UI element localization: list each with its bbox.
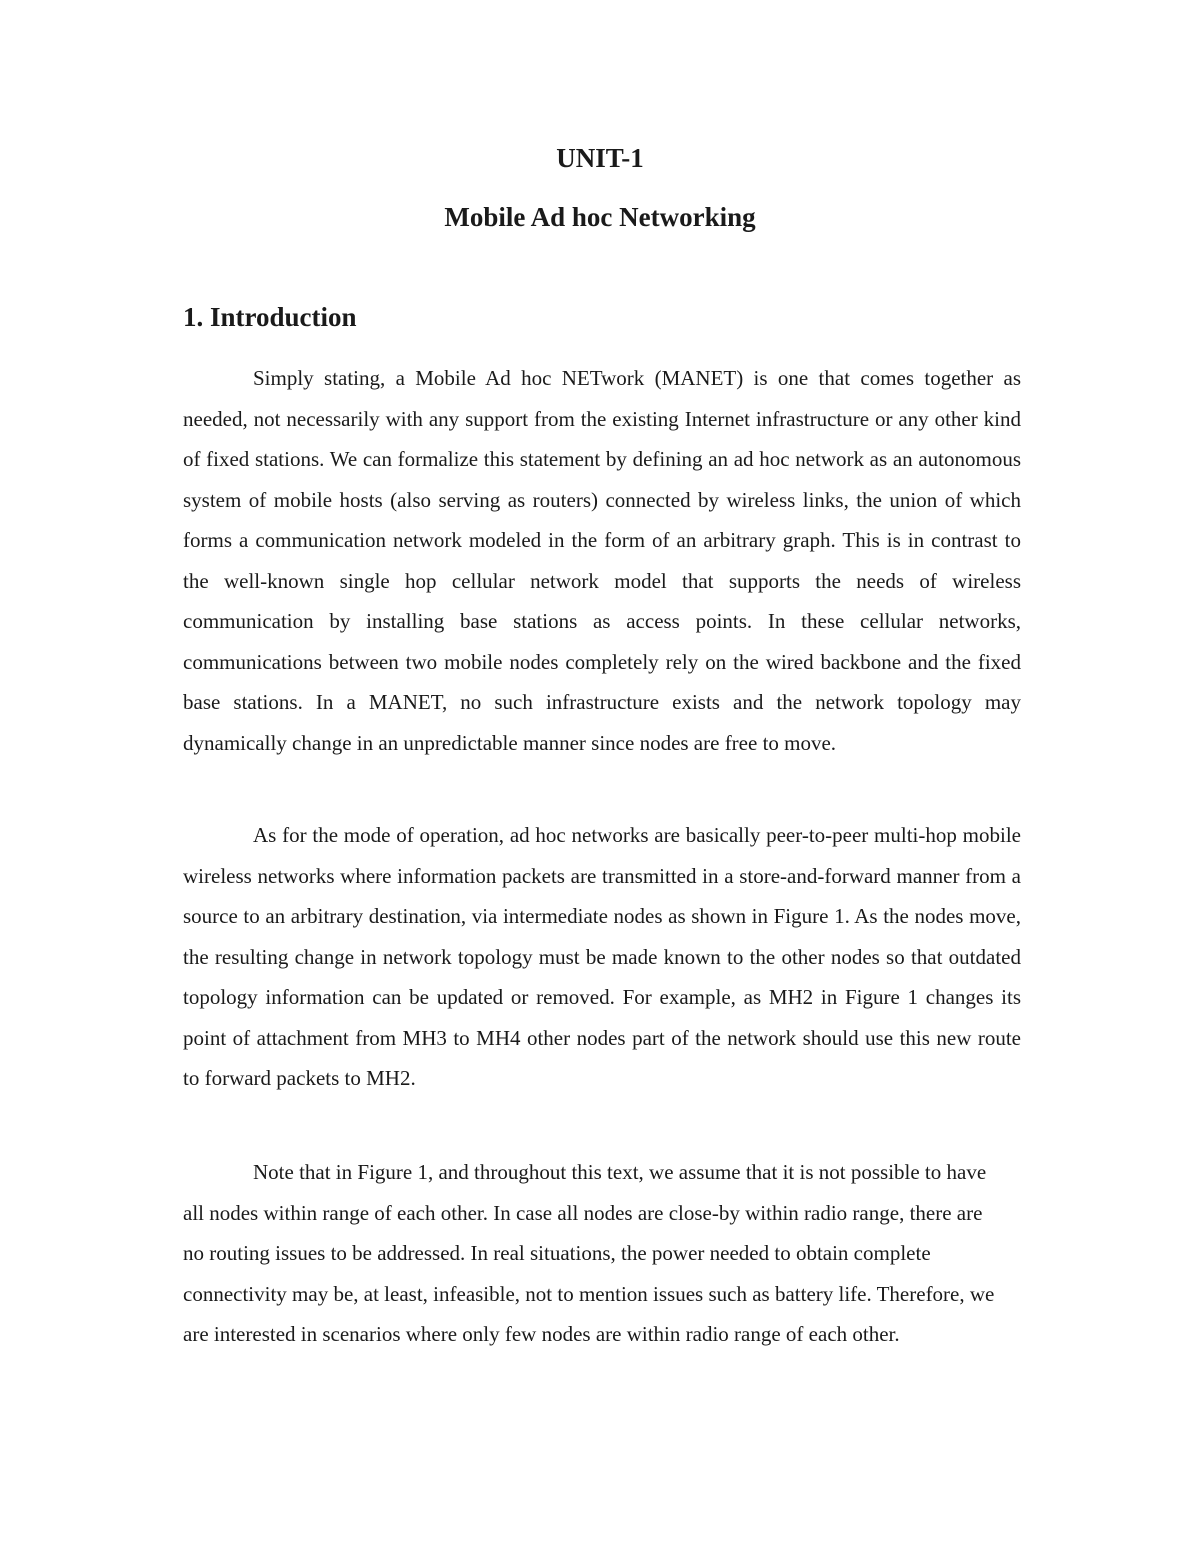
- unit-title: UNIT-1: [556, 143, 644, 173]
- section-heading: 1. Introduction: [183, 302, 357, 332]
- paragraph-range-assumption: Note that in Figure 1, and throughout this text, we assume that it is not possible to have all nodes within range of each other. In case all nodes are close-by within radio range, there are no routing issues to be addressed. In real situations, the power needed to obtain complete connectivity may be, at least, infeasible, not to mention issues such as battery life. Therefore, we are interested in scenarios where only few nodes are within radio range of each other.: [183, 1160, 995, 1346]
- paragraph-mode-of-operation: As for the mode of operation, ad hoc networks are basically peer-to-peer multi-hop mobile wireless networks where information packets are transmitted in a store-and-forward manner from a source to an arbitrary destination, via intermediate nodes as shown in Figure 1. As the nodes move, the resulting change in network topology must be made known to the other nodes so that outdated topology information can be updated or removed. For example, as MH2 in Figure 1 changes its point of attachment from MH3 to MH4 other nodes part of the network should use this new route to forward packets to MH2.: [183, 823, 1021, 1090]
- paragraph-introduction: Simply stating, a Mobile Ad hoc NETwork (MANET) is one that comes together as needed, not necessarily with any support from the existing Internet infrastructure or any other kind of fixed stations. We can formalize this statement by defining an ad hoc network as an autonomous system of mobile hosts (also serving as routers) connected by wireless links, the union of which forms a communication network modeled in the form of an arbitrary graph. This is in contrast to the well-known single hop cellular network model that supports the needs of wireless communication by installing base stations as access points. In these cellular networks, communications between two mobile nodes completely rely on the wired backbone and the fixed base stations. In a MANET, no such infrastructure exists and the network topology may dynamically change in an unpredictable manner since nodes are free to move.: [183, 366, 1021, 755]
- document-title: Mobile Ad hoc Networking: [444, 202, 756, 232]
